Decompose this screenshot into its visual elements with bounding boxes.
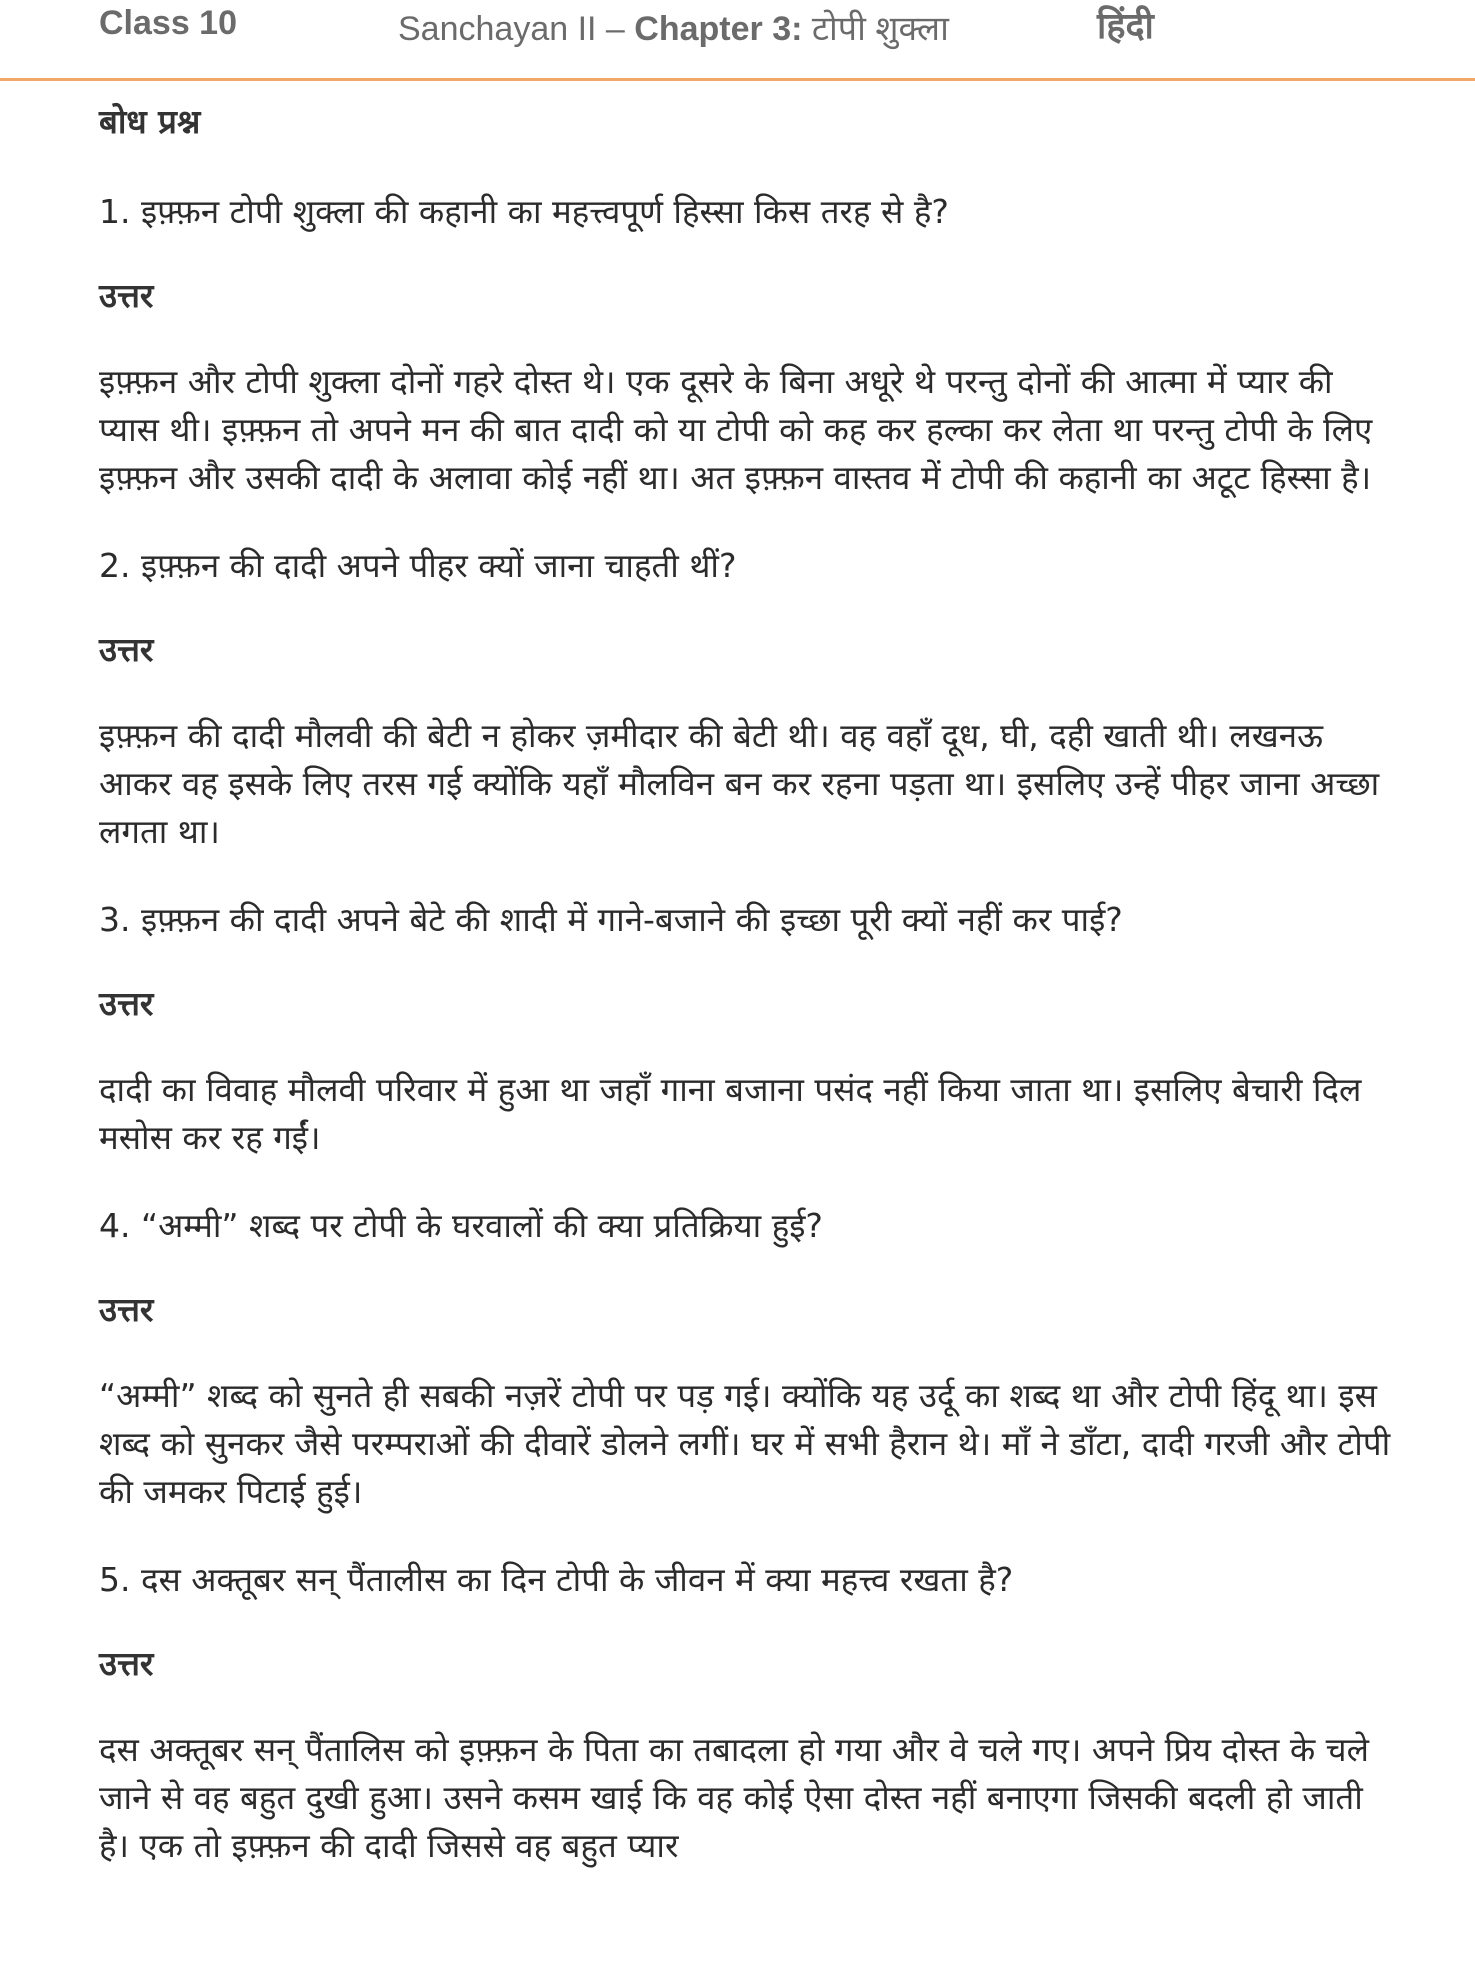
- qa-item: [99, 542, 1399, 856]
- qa-item: [99, 896, 1399, 1162]
- answer-label: उत्तर: [99, 1290, 154, 1329]
- chapter-heading: [398, 4, 949, 50]
- chapter-label: Chapter 3:: [634, 10, 803, 48]
- answer-label: उत्तर: [99, 630, 154, 669]
- chapter-title: टोपी शुक्ला: [802, 10, 949, 48]
- question: 1. इफ़्फ़न टोपी शुक्ला की कहानी का महत्त्वपूर्ण हिस्सा किस तरह से है?: [99, 192, 949, 231]
- question: 2. इफ़्फ़न की दादी अपने पीहर क्यों जाना चाहती थीं?: [99, 546, 737, 585]
- qa-item: [99, 1202, 1399, 1516]
- question: 4. “अम्मी” शब्द पर टोपी के घरवालों की क्या प्रतिक्रिया हुई?: [99, 1206, 823, 1245]
- answer: दादी का विवाह मौलवी परिवार में हुआ था जहाँ गाना बजाना पसंद नहीं किया जाता था। इसलिए बेचारी दिल मसोस कर रह गईं।: [99, 1070, 1362, 1157]
- question: 3. इफ़्फ़न की दादी अपने बेटे की शादी में गाने-बजाने की इच्छा पूरी क्यों नहीं कर पाई?: [99, 900, 1123, 939]
- qa-item: [99, 188, 1399, 502]
- section-title: बोध प्रश्न: [99, 102, 201, 141]
- subject-label: हिंदी: [1097, 6, 1154, 47]
- answer-label: उत्तर: [99, 1644, 154, 1683]
- answer: “अम्मी” शब्द को सुनते ही सबकी नज़रें टोपी पर पड़ गई। क्योंकि यह उर्दू का शब्द था और टोपी हिंदू था। इस शब्द को सुनकर जैसे परम्पराओं की दीवारें डोलने लगीं। घर में सभी हैरान थे। माँ ने डाँटा, दादी गरजी और टोपी की जमकर पिटाई हुई।: [99, 1376, 1391, 1511]
- book-name: Sanchayan II –: [398, 10, 635, 48]
- answer: इफ़्फ़न की दादी मौलवी की बेटी न होकर ज़मीदार की बेटी थी। वह वहाँ दूध, घी, दही खाती थी। लखनऊ आकर वह इसके लिए तरस गई क्योंकि यहाँ मौलविन बन कर रहना पड़ता था। इसलिए उन्हें पीहर जाना अच्छा लगता था।: [99, 716, 1380, 851]
- qa-item: [99, 1556, 1399, 1870]
- page-content: [99, 96, 1399, 1910]
- answer: दस अक्तूबर सन् पैंतालिस को इफ़्फ़न के पिता का तबादला हो गया और वे चले गए। अपने प्रिय दोस्त के चले जाने से वह बहुत दुखी हुआ। उसने कसम खाई कि वह कोई ऐसा दोस्त नहीं बनाएगा जिसकी बदली हो जाती है। एक तो इफ़्फ़न की दादी जिससे वह बहुत प्यार: [99, 1730, 1369, 1865]
- question: 5. दस अक्तूबर सन् पैंतालीस का दिन टोपी के जीवन में क्या महत्त्व रखता है?: [99, 1560, 1014, 1599]
- answer: इफ़्फ़न और टोपी शुक्ला दोनों गहरे दोस्त थे। एक दूसरे के बिना अधूरे थे परन्तु दोनों की आत्मा में प्यार की प्यास थी। इफ़्फ़न तो अपने मन की बात दादी को या टोपी को कह कर हल्का कर लेता था परन्तु टोपी के लिए इफ़्फ़न और उसकी दादी के अलावा कोई नहीं था। अत इफ़्फ़न वास्तव में टोपी की कहानी का अटूट हिस्सा है।: [99, 362, 1373, 497]
- answer-label: उत्तर: [99, 276, 154, 315]
- page-header: [0, 0, 1475, 81]
- answer-label: उत्तर: [99, 984, 154, 1023]
- class-label: Class 10: [99, 4, 237, 42]
